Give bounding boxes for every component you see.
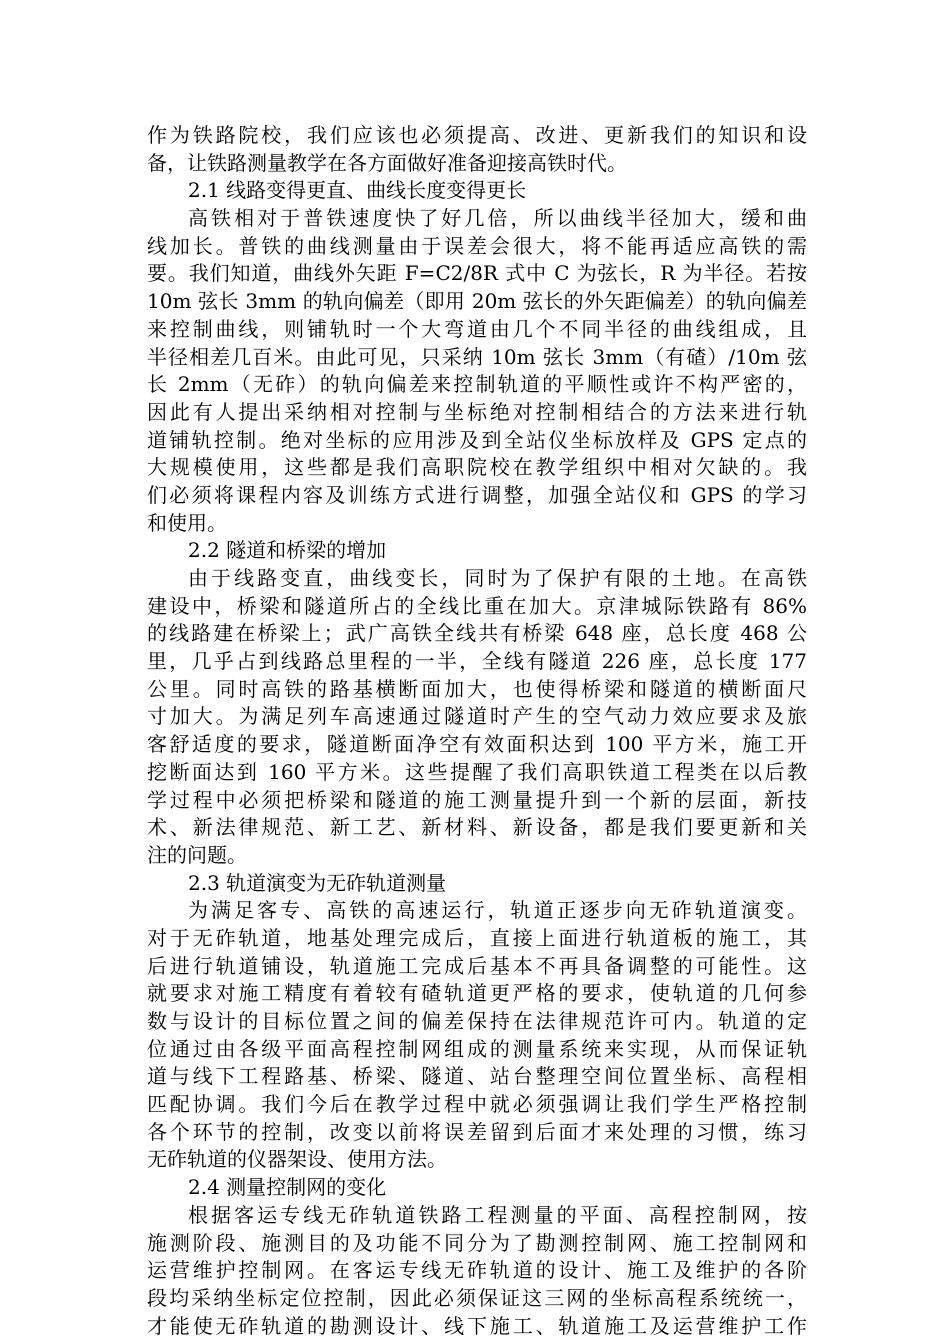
text-line: 建设中，桥梁和隧道所占的全线比重在加大。京津城际铁路有 86% [147, 593, 807, 618]
text-line: 运营维护控制网。在客运专线无砟轨道的设计、施工及维护的各阶 [147, 1258, 807, 1283]
text-line: 段均采纳坐标定位控制，因此必须保证这三网的坐标高程系统统一， [147, 1285, 807, 1310]
text-line: 要。我们知道，曲线外矢距 F=C2/8R 式中 C 为弦长，R 为半径。若按 [147, 261, 807, 286]
text-line: 匹配协调。我们今后在教学过程中就必须强调让我们学生严格控制 [147, 1092, 807, 1117]
text-line: 客舒适度的要求，隧道断面净空有效面积达到 100 平方米，施工开 [147, 732, 807, 757]
text-line: 们必须将课程内容及训练方式进行调整，加强全站仪和 GPS 的学习 [147, 482, 807, 507]
text-line: 学过程中必须把桥梁和隧道的施工测量提升到一个新的层面，新技 [147, 787, 807, 812]
section-heading: 2.4 测量控制网的变化 [188, 1175, 387, 1200]
section-heading: 2.2 隧道和桥梁的增加 [188, 538, 387, 563]
text-line: 来控制曲线，则铺轨时一个大弯道由几个不同半径的曲线组成，且 [147, 316, 807, 341]
text-line: 寸加大。为满足列车高速通过隧道时产生的空气动力效应要求及旅 [147, 704, 807, 729]
section-heading: 2.1 线路变得更直、曲线长度变得更长 [188, 178, 527, 203]
text-line: 注的问题。 [147, 842, 247, 867]
text-line: 就要求对施工精度有着较有碴轨道更严格的要求，使轨道的几何参 [147, 981, 807, 1006]
text-line: 根据客运专线无砟轨道铁路工程测量的平面、高程控制网，按 [188, 1202, 807, 1227]
text-line: 线加长。普铁的曲线测量由于误差会很大，将不能再适应高铁的需 [147, 233, 807, 258]
text-line: 各个环节的控制，改变以前将误差留到后面才来处理的习惯，练习 [147, 1119, 807, 1144]
text-line: 后进行轨道铺设，轨道施工完成后基本不再具备调整的可能性。这 [147, 953, 807, 978]
text-line: 里，几乎占到线路总里程的一半，全线有隧道 226 座，总长度 177 [147, 649, 807, 674]
text-line: 术、新法律规范、新工艺、新材料、新设备，都是我们要更新和关 [147, 815, 807, 840]
text-line: 道与线下工程路基、桥梁、隧道、站台整理空间位置坐标、高程相 [147, 1064, 807, 1089]
text-line: 道铺轨控制。绝对坐标的应用涉及到全站仪坐标放样及 GPS 定点的 [147, 427, 807, 452]
text-line: 才能使无砟轨道的勘测设计、线下施工、轨道施工及运营维护工作 [147, 1313, 807, 1338]
text-line: 备，让铁路测量教学在各方面做好准备迎接高铁时代。 [147, 150, 627, 175]
text-line: 高铁相对于普铁速度快了好几倍，所以曲线半径加大，缓和曲 [188, 206, 807, 231]
text-line: 位通过由各级平面高程控制网组成的测量系统来实现，从而保证轨 [147, 1036, 807, 1061]
text-line: 因此有人提出采纳相对控制与坐标绝对控制相结合的方法来进行轨 [147, 399, 807, 424]
text-line: 对于无砟轨道，地基处理完成后，直接上面进行轨道板的施工，其 [147, 925, 807, 950]
document-body [147, 122, 807, 1340]
text-line: 由于线路变直，曲线变长，同时为了保护有限的土地。在高铁 [188, 566, 807, 590]
text-line: 挖断面达到 160 平方米。这些提醒了我们高职铁道工程类在以后教 [147, 759, 807, 784]
text-line: 和使用。 [147, 510, 227, 535]
text-line: 无砟轨道的仪器架设、使用方法。 [147, 1147, 447, 1172]
text-line: 数与设计的目标位置之间的偏差保持在法律规范许可内。轨道的定 [147, 1009, 807, 1033]
text-line: 为满足客专、高铁的高速运行，轨道正逐步向无砟轨道演变。 [188, 898, 807, 923]
section-heading: 2.3 轨道演变为无砟轨道测量 [188, 870, 447, 895]
text-line: 大规模使用，这些都是我们高职院校在教学组织中相对欠缺的。我 [147, 455, 807, 480]
text-line: 的线路建在桥梁上；武广高铁全线共有桥梁 648 座，总长度 468 公 [147, 621, 807, 646]
text-line: 10m 弦长 3mm 的轨向偏差（即用 20m 弦长的外矢距偏差）的轨向偏差 [147, 289, 807, 314]
text-line: 长 2mm（无砟）的轨向偏差来控制轨道的平顺性或许不构严密的， [147, 372, 807, 397]
text-line: 施测阶段、施测目的及功能不同分为了勘测控制网、施工控制网和 [147, 1230, 807, 1255]
text-line: 公里。同时高铁的路基横断面加大，也使得桥梁和隧道的横断面尺 [147, 676, 807, 701]
text-line: 半径相差几百米。由此可见，只采纳 10m 弦长 3mm（有碴）/10m 弦 [147, 344, 807, 369]
text-line: 作为铁路院校，我们应该也必须提高、改进、更新我们的知识和设 [147, 123, 807, 147]
